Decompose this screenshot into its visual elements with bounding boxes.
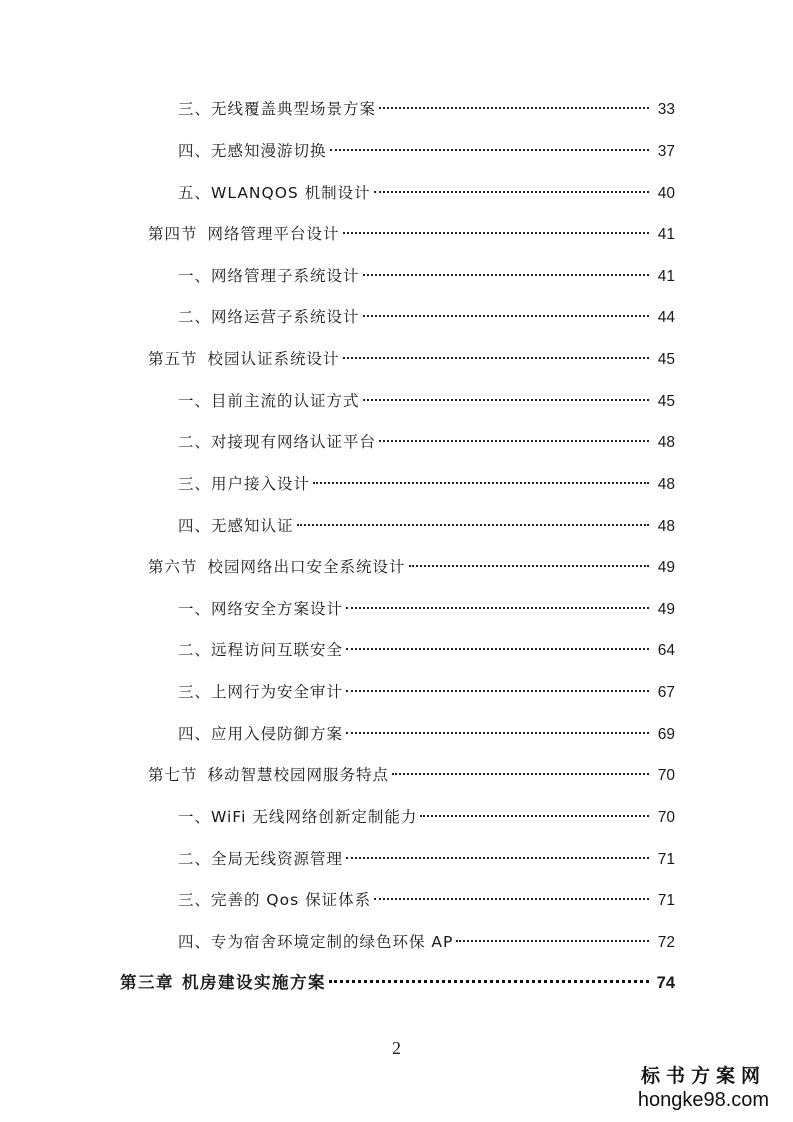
- toc-entry-title: 一、目前主流的认证方式: [178, 392, 360, 410]
- toc-entry-title: 四、应用入侵防御方案: [178, 725, 344, 743]
- toc-subsection-entry[interactable]: [178, 679, 675, 705]
- toc-entry-page-number: 71: [657, 851, 675, 868]
- toc-subsection-entry[interactable]: [178, 637, 675, 663]
- toc-subsection-entry[interactable]: [178, 596, 675, 622]
- toc-dot-leader: [379, 107, 649, 109]
- toc-subsection-entry[interactable]: [178, 887, 675, 913]
- toc-entry-page-number: 41: [657, 226, 675, 243]
- toc-entry-page-number: 64: [657, 642, 675, 659]
- toc-entry-page-number: 41: [657, 268, 675, 285]
- toc-dot-leader: [363, 399, 649, 401]
- toc-entry-page-number: 49: [657, 559, 675, 576]
- toc-entry-title: 三、无线覆盖典型场景方案: [178, 100, 377, 118]
- toc-entry-title: 网络管理平台设计: [207, 225, 340, 243]
- toc-subsection-entry[interactable]: [178, 138, 675, 164]
- toc-entry-prefix: 第五节: [148, 350, 198, 368]
- toc-entry-title: 移动智慧校园网服务特点: [207, 766, 390, 784]
- toc-dot-leader: [420, 815, 649, 817]
- toc-dot-leader: [346, 732, 649, 734]
- toc-section-entry[interactable]: [148, 346, 675, 372]
- toc-subsection-entry[interactable]: [178, 471, 675, 497]
- toc-dot-leader: [374, 191, 649, 193]
- toc-entry-title: 四、专为宿舍环境定制的绿色环保 AP: [178, 933, 454, 951]
- toc-dot-leader: [409, 565, 649, 567]
- toc-entry-title: 二、远程访问互联安全: [178, 641, 344, 659]
- toc-entry-title: 三、上网行为安全审计: [178, 683, 344, 701]
- watermark-title: 标书方案网: [640, 1065, 766, 1087]
- toc-subsection-entry[interactable]: [178, 929, 675, 955]
- toc-dot-leader: [297, 524, 649, 526]
- toc-entry-title: 二、网络运营子系统设计: [178, 308, 360, 326]
- toc-dot-leader: [374, 898, 649, 900]
- toc-entry-page-number: 69: [657, 726, 675, 743]
- toc-subsection-entry[interactable]: [178, 846, 675, 872]
- toc-entry-page-number: 45: [657, 351, 675, 368]
- toc-dot-leader: [363, 274, 649, 276]
- toc-dot-leader: [313, 482, 649, 484]
- toc-entry-page-number: 72: [657, 934, 675, 951]
- toc-entry-page-number: 44: [657, 309, 675, 326]
- toc-entry-page-number: 74: [656, 974, 675, 992]
- toc-dot-leader: [346, 648, 649, 650]
- watermark-url: hongke98.com: [637, 1089, 770, 1111]
- toc-entry-title: 四、无感知漫游切换: [178, 142, 327, 160]
- toc-entry-title: 一、网络安全方案设计: [178, 600, 344, 618]
- toc-entry-page-number: 67: [657, 684, 675, 701]
- toc-entry-title: 三、用户接入设计: [178, 475, 311, 493]
- toc-subsection-entry[interactable]: [178, 180, 675, 206]
- toc-entry-title: 五、WLANQOS 机制设计: [178, 184, 371, 202]
- watermark-logo: [626, 1064, 781, 1112]
- toc-section-entry[interactable]: [148, 762, 675, 788]
- toc-entry-page-number: 48: [657, 476, 675, 493]
- toc-subsection-entry[interactable]: [178, 263, 675, 289]
- toc-dot-leader: [346, 607, 649, 609]
- toc-subsection-entry[interactable]: [178, 388, 675, 414]
- toc-entry-title: 校园认证系统设计: [207, 350, 340, 368]
- toc-entry-prefix: 第七节: [148, 766, 198, 784]
- toc-entry-title: 二、全局无线资源管理: [178, 850, 344, 868]
- toc-subsection-entry[interactable]: [178, 96, 675, 122]
- toc-entry-page-number: 49: [657, 601, 675, 618]
- toc-subsection-entry[interactable]: [178, 721, 675, 747]
- toc-dot-leader: [329, 980, 649, 983]
- toc-chapter-entry[interactable]: [120, 970, 675, 996]
- toc-section-entry[interactable]: [148, 554, 675, 580]
- toc-entry-prefix: 第三章: [120, 973, 174, 992]
- toc-entry-page-number: 48: [657, 434, 675, 451]
- toc-dot-leader: [392, 773, 649, 775]
- toc-dot-leader: [343, 232, 649, 234]
- toc-entry-title: 一、WiFi 无线网络创新定制能力: [178, 808, 418, 826]
- toc-section-entry[interactable]: [148, 221, 675, 247]
- toc-entry-title: 三、完善的 Qos 保证体系: [178, 891, 372, 909]
- toc-subsection-entry[interactable]: [178, 804, 675, 830]
- toc-dot-leader: [346, 857, 649, 859]
- toc-entry-page-number: 48: [657, 518, 675, 535]
- toc-dot-leader: [346, 690, 649, 692]
- toc-entry-prefix: 第六节: [148, 558, 198, 576]
- toc-entry-title: 机房建设实施方案: [182, 973, 326, 992]
- toc-entry-page-number: 45: [657, 393, 675, 410]
- toc-entry-prefix: 第四节: [148, 225, 198, 243]
- toc-entry-title: 一、网络管理子系统设计: [178, 267, 360, 285]
- toc-dot-leader: [363, 315, 649, 317]
- toc-entry-page-number: 33: [657, 101, 675, 118]
- toc-entry-title: 四、无感知认证: [178, 517, 294, 535]
- page-number: 2: [392, 1038, 401, 1058]
- toc-dot-leader: [343, 357, 649, 359]
- toc-entry-title: 二、对接现有网络认证平台: [178, 433, 377, 451]
- toc-subsection-entry[interactable]: [178, 513, 675, 539]
- toc-entry-page-number: 70: [657, 809, 675, 826]
- toc-entry-page-number: 71: [657, 892, 675, 909]
- toc-entry-page-number: 70: [657, 767, 675, 784]
- toc-subsection-entry[interactable]: [178, 304, 675, 330]
- toc-entry-page-number: 40: [657, 185, 675, 202]
- toc-subsection-entry[interactable]: [178, 429, 675, 455]
- toc-dot-leader: [379, 440, 649, 442]
- toc-dot-leader: [330, 149, 649, 151]
- toc-dot-leader: [456, 940, 649, 942]
- toc-entry-page-number: 37: [657, 143, 675, 160]
- toc-entry-title: 校园网络出口安全系统设计: [207, 558, 406, 576]
